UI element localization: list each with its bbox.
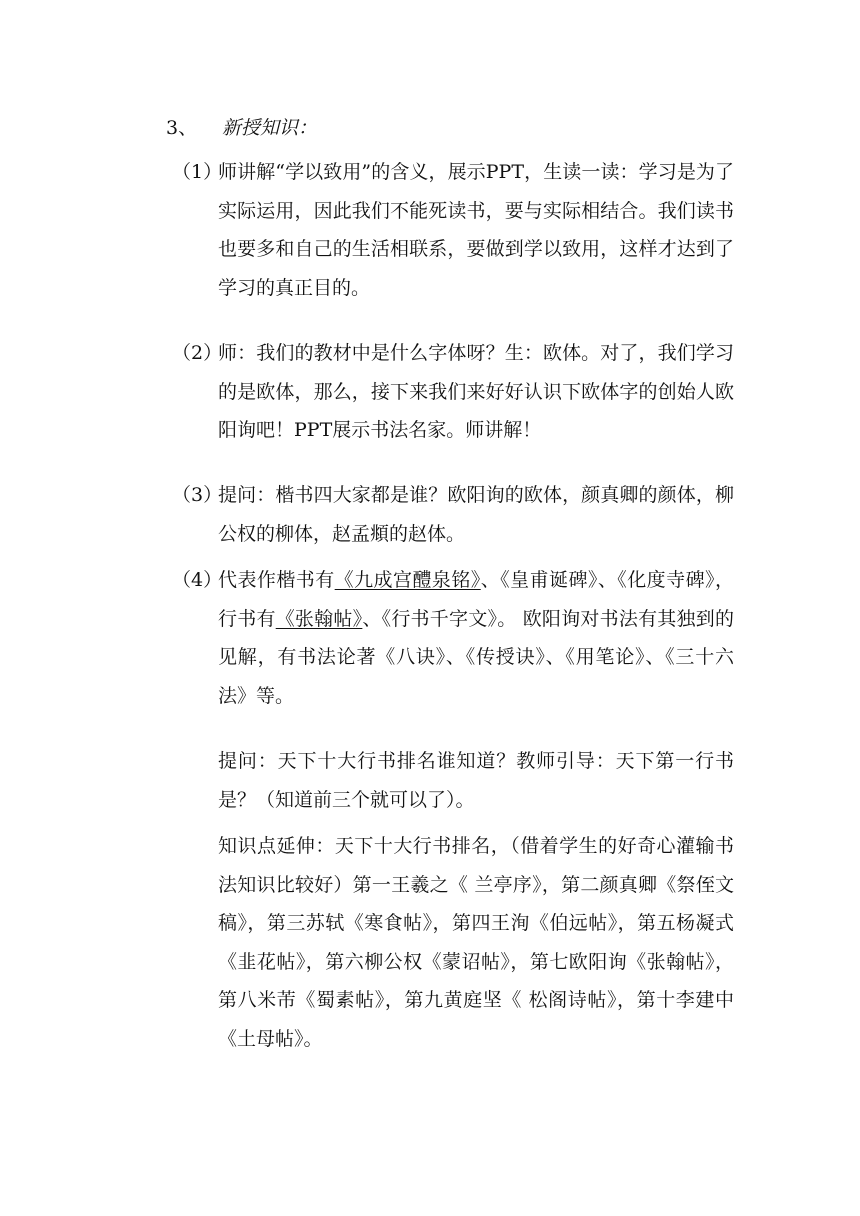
list-item-marker: （3）: [172, 484, 223, 506]
list-item-1: [172, 153, 734, 307]
underlined-title: 《张翰帖》: [275, 607, 363, 630]
underlined-title: 《九成宫醴泉铭》: [334, 569, 481, 591]
text-segment: 、《行书千字文》。 欧阳询对书法有其独到的见解，有书法论著《八诀》、《传授诀》、《用笔论》、《三十六法》等。: [218, 607, 734, 707]
text-segment: 、《皇甫诞碑》、《化度寺碑》，行书有: [218, 569, 734, 630]
text-segment: 代表作楷书有: [218, 569, 335, 591]
list-item-marker: （2）: [172, 342, 223, 364]
list-item-text: [218, 561, 734, 715]
list-item-marker: （1）: [172, 161, 223, 183]
list-item-4: [172, 561, 734, 715]
question-paragraph: 提问：天下十大行书排名谁知道？教师引导：天下第一行书是？（知道前三个就可以了）。: [218, 750, 734, 811]
list-item-3: [172, 476, 734, 553]
list-item-marker: （4）: [172, 569, 223, 591]
list-item-text: 提问：楷书四大家都是谁？欧阳询的欧体，颜真卿的颜体，柳公权的柳体，赵孟頫的赵体。: [218, 484, 734, 545]
extension-paragraph: 知识点延伸：天下十大行书排名，（借着学生的好奇心灌输书法知识比较好）第一王羲之《 兰亭序》，第二颜真卿《祭侄文稿》，第三苏轼《寒食帖》，第四王洵《伯远帖》，第五杨凝式《韭花帖》，第六柳公权《蒙诏帖》，第七欧阳询《张翰帖》，第八米芾《蜀素帖》，第九黄庭坚《 松阁诗帖》，第十李建中《土母帖》。: [218, 835, 734, 1050]
list-item-2: [172, 334, 734, 450]
section-heading: [166, 114, 317, 142]
section-title: 新授知识：: [222, 117, 318, 139]
list-item-text: 师：我们的教材中是什么字体呀？生：欧体。对了，我们学习的是欧体，那么，接下来我们来好好认识下欧体字的创始人欧阳询吧！PPT展示书法名家。师讲解！: [218, 342, 734, 442]
section-number: 3、: [166, 117, 198, 139]
list-item-text: 师讲解“学以致用”的含义，展示PPT，生读一读：学习是为了实际运用，因此我们不能死读书，要与实际相结合。我们读书也要多和自己的生活相联系，要做到学以致用，这样才达到了学习的真正目的。: [218, 161, 734, 299]
